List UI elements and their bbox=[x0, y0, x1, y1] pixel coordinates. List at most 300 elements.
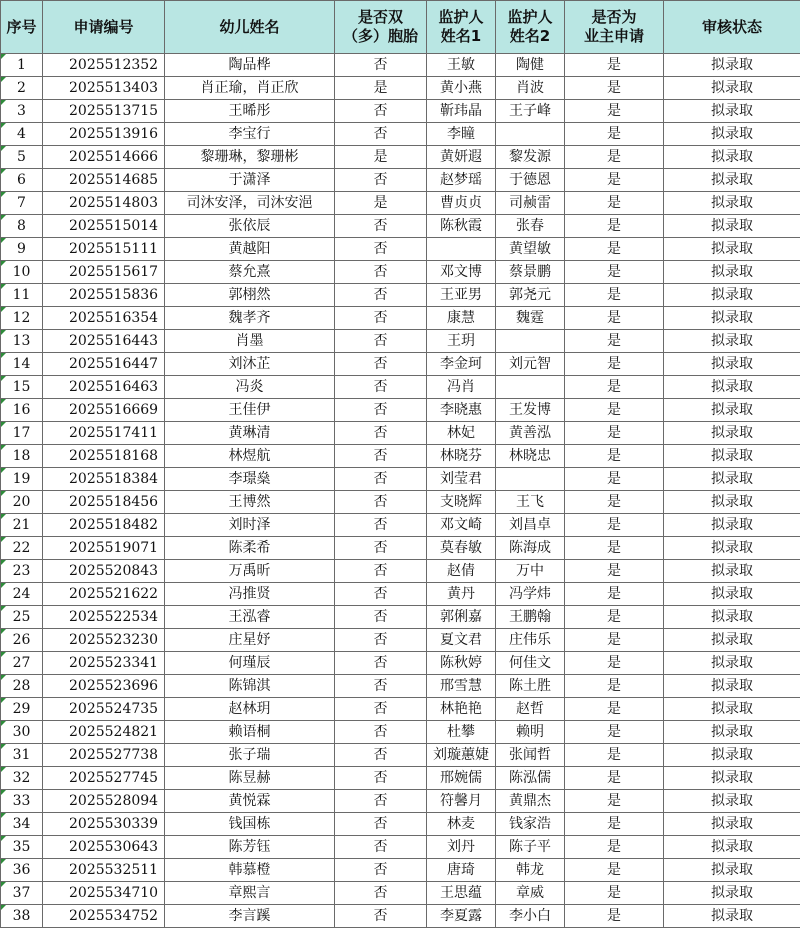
table-row bbox=[1, 790, 800, 813]
cell-owner: 是 bbox=[565, 537, 664, 560]
cell-app-no: 2025515617 bbox=[43, 261, 165, 284]
cell-status: 拟录取 bbox=[664, 675, 800, 698]
cell-child-name: 赵林玥 bbox=[165, 698, 335, 721]
cell-owner: 是 bbox=[565, 192, 664, 215]
cell-index: 32 bbox=[1, 767, 43, 790]
cell-guardian2: 赵哲 bbox=[496, 698, 565, 721]
cell-flag-marker bbox=[1, 790, 6, 795]
cell-status: 拟录取 bbox=[664, 353, 800, 376]
cell-status: 拟录取 bbox=[664, 215, 800, 238]
cell-index: 38 bbox=[1, 905, 43, 928]
cell-guardian1: 黄丹 bbox=[427, 583, 496, 606]
cell-index: 26 bbox=[1, 629, 43, 652]
cell-app-no: 2025523341 bbox=[43, 652, 165, 675]
cell-index: 37 bbox=[1, 882, 43, 905]
cell-status: 拟录取 bbox=[664, 537, 800, 560]
cell-guardian2 bbox=[496, 123, 565, 146]
cell-twins: 否 bbox=[335, 215, 427, 238]
cell-status: 拟录取 bbox=[664, 77, 800, 100]
cell-child-name: 张子瑞 bbox=[165, 744, 335, 767]
cell-flag-marker bbox=[1, 238, 6, 243]
table-row bbox=[1, 721, 800, 744]
cell-twins: 否 bbox=[335, 767, 427, 790]
cell-status: 拟录取 bbox=[664, 399, 800, 422]
cell-child-name: 赖语桐 bbox=[165, 721, 335, 744]
cell-owner: 是 bbox=[565, 905, 664, 928]
cell-child-name: 司沐安泽，司沐安浥 bbox=[165, 192, 335, 215]
cell-owner: 是 bbox=[565, 698, 664, 721]
header-twins bbox=[335, 1, 427, 54]
table-row bbox=[1, 77, 800, 100]
cell-index: 23 bbox=[1, 560, 43, 583]
cell-twins: 否 bbox=[335, 261, 427, 284]
cell-flag-marker bbox=[1, 353, 6, 358]
cell-owner: 是 bbox=[565, 123, 664, 146]
cell-app-no: 2025516463 bbox=[43, 376, 165, 399]
table-row bbox=[1, 215, 800, 238]
cell-twins: 否 bbox=[335, 468, 427, 491]
table-row bbox=[1, 146, 800, 169]
cell-guardian1: 李夏露 bbox=[427, 905, 496, 928]
cell-flag-marker bbox=[1, 629, 6, 634]
cell-status: 拟录取 bbox=[664, 307, 800, 330]
cell-guardian2: 王发博 bbox=[496, 399, 565, 422]
cell-status: 拟录取 bbox=[664, 54, 800, 77]
table-row bbox=[1, 399, 800, 422]
cell-owner: 是 bbox=[565, 583, 664, 606]
cell-status: 拟录取 bbox=[664, 192, 800, 215]
cell-status: 拟录取 bbox=[664, 652, 800, 675]
cell-flag-marker bbox=[1, 560, 6, 565]
cell-guardian2: 庄伟乐 bbox=[496, 629, 565, 652]
cell-flag-marker bbox=[1, 399, 6, 404]
cell-status: 拟录取 bbox=[664, 330, 800, 353]
table-row bbox=[1, 514, 800, 537]
cell-child-name: 钱国栋 bbox=[165, 813, 335, 836]
header-app-no: 申请编号 bbox=[43, 1, 165, 54]
header-status: 审核状态 bbox=[664, 1, 800, 54]
cell-owner: 是 bbox=[565, 376, 664, 399]
cell-twins: 否 bbox=[335, 882, 427, 905]
cell-guardian1: 陈秋霞 bbox=[427, 215, 496, 238]
cell-child-name: 李言蹊 bbox=[165, 905, 335, 928]
cell-child-name: 陈昱赫 bbox=[165, 767, 335, 790]
cell-status: 拟录取 bbox=[664, 583, 800, 606]
cell-flag-marker bbox=[1, 905, 6, 910]
cell-flag-marker bbox=[1, 836, 6, 841]
cell-twins: 否 bbox=[335, 399, 427, 422]
cell-owner: 是 bbox=[565, 491, 664, 514]
cell-index: 11 bbox=[1, 284, 43, 307]
cell-flag-marker bbox=[1, 123, 6, 128]
cell-app-no: 2025520843 bbox=[43, 560, 165, 583]
cell-app-no: 2025534752 bbox=[43, 905, 165, 928]
cell-flag-marker bbox=[1, 813, 6, 818]
table-row bbox=[1, 261, 800, 284]
cell-index: 20 bbox=[1, 491, 43, 514]
cell-app-no: 2025527738 bbox=[43, 744, 165, 767]
cell-flag-marker bbox=[1, 307, 6, 312]
cell-guardian2: 张闻哲 bbox=[496, 744, 565, 767]
cell-index: 28 bbox=[1, 675, 43, 698]
cell-guardian2: 刘昌卓 bbox=[496, 514, 565, 537]
cell-guardian2: 陈土胜 bbox=[496, 675, 565, 698]
cell-guardian1: 杜攀 bbox=[427, 721, 496, 744]
cell-child-name: 万禹昕 bbox=[165, 560, 335, 583]
cell-flag-marker bbox=[1, 859, 6, 864]
cell-flag-marker bbox=[1, 77, 6, 82]
cell-child-name: 陈芳钰 bbox=[165, 836, 335, 859]
table-row bbox=[1, 54, 800, 77]
cell-twins: 否 bbox=[335, 629, 427, 652]
cell-flag-marker bbox=[1, 376, 6, 381]
cell-twins: 否 bbox=[335, 54, 427, 77]
cell-index: 36 bbox=[1, 859, 43, 882]
cell-guardian1: 支晓辉 bbox=[427, 491, 496, 514]
cell-app-no: 2025534710 bbox=[43, 882, 165, 905]
cell-status: 拟录取 bbox=[664, 744, 800, 767]
cell-guardian1: 邓文博 bbox=[427, 261, 496, 284]
cell-owner: 是 bbox=[565, 744, 664, 767]
cell-guardian1: 曹贞贞 bbox=[427, 192, 496, 215]
cell-guardian1: 李瞳 bbox=[427, 123, 496, 146]
cell-index: 22 bbox=[1, 537, 43, 560]
cell-index: 5 bbox=[1, 146, 43, 169]
cell-index: 34 bbox=[1, 813, 43, 836]
cell-flag-marker bbox=[1, 422, 6, 427]
cell-child-name: 章熙言 bbox=[165, 882, 335, 905]
cell-child-name: 肖正瑜，肖正欣 bbox=[165, 77, 335, 100]
table-row bbox=[1, 629, 800, 652]
cell-app-no: 2025524821 bbox=[43, 721, 165, 744]
table-row bbox=[1, 192, 800, 215]
cell-guardian2: 陈子平 bbox=[496, 836, 565, 859]
cell-status: 拟录取 bbox=[664, 813, 800, 836]
cell-owner: 是 bbox=[565, 882, 664, 905]
cell-app-no: 2025515014 bbox=[43, 215, 165, 238]
cell-child-name: 王泓睿 bbox=[165, 606, 335, 629]
table-row bbox=[1, 100, 800, 123]
cell-owner: 是 bbox=[565, 169, 664, 192]
cell-flag-marker bbox=[1, 169, 6, 174]
cell-owner: 是 bbox=[565, 468, 664, 491]
cell-index: 6 bbox=[1, 169, 43, 192]
cell-twins: 否 bbox=[335, 698, 427, 721]
cell-child-name: 李璟燊 bbox=[165, 468, 335, 491]
table-row bbox=[1, 560, 800, 583]
cell-guardian2: 林晓忠 bbox=[496, 445, 565, 468]
cell-flag-marker bbox=[1, 698, 6, 703]
cell-twins: 是 bbox=[335, 77, 427, 100]
cell-index: 9 bbox=[1, 238, 43, 261]
cell-owner: 是 bbox=[565, 560, 664, 583]
cell-status: 拟录取 bbox=[664, 123, 800, 146]
cell-index: 10 bbox=[1, 261, 43, 284]
cell-owner: 是 bbox=[565, 353, 664, 376]
cell-twins: 否 bbox=[335, 813, 427, 836]
cell-owner: 是 bbox=[565, 284, 664, 307]
cell-app-no: 2025527745 bbox=[43, 767, 165, 790]
header-guardian2 bbox=[496, 1, 565, 54]
cell-guardian2: 黄善泓 bbox=[496, 422, 565, 445]
cell-app-no: 2025519071 bbox=[43, 537, 165, 560]
cell-app-no: 2025518168 bbox=[43, 445, 165, 468]
table-row bbox=[1, 169, 800, 192]
cell-owner: 是 bbox=[565, 721, 664, 744]
cell-child-name: 肖墨 bbox=[165, 330, 335, 353]
cell-guardian2: 冯学炜 bbox=[496, 583, 565, 606]
cell-index: 12 bbox=[1, 307, 43, 330]
cell-index: 25 bbox=[1, 606, 43, 629]
cell-owner: 是 bbox=[565, 836, 664, 859]
cell-child-name: 魏孝齐 bbox=[165, 307, 335, 330]
header-owner bbox=[565, 1, 664, 54]
cell-guardian1: 李晓惠 bbox=[427, 399, 496, 422]
header-guardian1-line2: 姓名1 bbox=[427, 27, 495, 46]
cell-guardian1 bbox=[427, 238, 496, 261]
cell-owner: 是 bbox=[565, 215, 664, 238]
cell-status: 拟录取 bbox=[664, 790, 800, 813]
header-guardian2-line2: 姓名2 bbox=[496, 27, 564, 46]
cell-index: 35 bbox=[1, 836, 43, 859]
header-owner-line1: 是否为 bbox=[565, 8, 663, 27]
cell-status: 拟录取 bbox=[664, 146, 800, 169]
cell-index: 1 bbox=[1, 54, 43, 77]
table-row bbox=[1, 468, 800, 491]
cell-owner: 是 bbox=[565, 675, 664, 698]
cell-app-no: 2025513916 bbox=[43, 123, 165, 146]
cell-twins: 否 bbox=[335, 422, 427, 445]
cell-status: 拟录取 bbox=[664, 468, 800, 491]
cell-child-name: 黎珊琳，黎珊彬 bbox=[165, 146, 335, 169]
cell-owner: 是 bbox=[565, 77, 664, 100]
cell-child-name: 黄越阳 bbox=[165, 238, 335, 261]
cell-guardian1: 邓文崎 bbox=[427, 514, 496, 537]
cell-child-name: 冯推贤 bbox=[165, 583, 335, 606]
table-row bbox=[1, 767, 800, 790]
cell-app-no: 2025513715 bbox=[43, 100, 165, 123]
cell-owner: 是 bbox=[565, 859, 664, 882]
header-guardian1-line1: 监护人 bbox=[427, 8, 495, 27]
cell-flag-marker bbox=[1, 330, 6, 335]
cell-flag-marker bbox=[1, 54, 6, 59]
cell-status: 拟录取 bbox=[664, 238, 800, 261]
cell-owner: 是 bbox=[565, 330, 664, 353]
cell-app-no: 2025515111 bbox=[43, 238, 165, 261]
cell-guardian2: 陶健 bbox=[496, 54, 565, 77]
cell-guardian2: 黄望敏 bbox=[496, 238, 565, 261]
cell-flag-marker bbox=[1, 583, 6, 588]
cell-guardian2: 黄鼎杰 bbox=[496, 790, 565, 813]
cell-app-no: 2025516354 bbox=[43, 307, 165, 330]
table-row bbox=[1, 123, 800, 146]
header-twins-line1: 是否双 bbox=[335, 8, 426, 27]
cell-index: 7 bbox=[1, 192, 43, 215]
cell-index: 15 bbox=[1, 376, 43, 399]
cell-child-name: 王晞彤 bbox=[165, 100, 335, 123]
cell-guardian2: 张春 bbox=[496, 215, 565, 238]
table-row bbox=[1, 537, 800, 560]
cell-flag-marker bbox=[1, 882, 6, 887]
cell-status: 拟录取 bbox=[664, 882, 800, 905]
cell-twins: 否 bbox=[335, 100, 427, 123]
cell-twins: 否 bbox=[335, 307, 427, 330]
cell-index: 8 bbox=[1, 215, 43, 238]
cell-guardian2: 黎发源 bbox=[496, 146, 565, 169]
cell-owner: 是 bbox=[565, 767, 664, 790]
cell-guardian1: 刘璇蕙婕 bbox=[427, 744, 496, 767]
cell-app-no: 2025532511 bbox=[43, 859, 165, 882]
cell-guardian2: 王子峰 bbox=[496, 100, 565, 123]
cell-guardian2: 郭尧元 bbox=[496, 284, 565, 307]
cell-guardian2: 赖明 bbox=[496, 721, 565, 744]
cell-guardian2: 陈泓儒 bbox=[496, 767, 565, 790]
cell-app-no: 2025516669 bbox=[43, 399, 165, 422]
header-index: 序号 bbox=[1, 1, 43, 54]
cell-guardian2 bbox=[496, 376, 565, 399]
cell-index: 19 bbox=[1, 468, 43, 491]
cell-twins: 否 bbox=[335, 905, 427, 928]
cell-child-name: 林煜航 bbox=[165, 445, 335, 468]
cell-flag-marker bbox=[1, 721, 6, 726]
cell-guardian2: 何佳文 bbox=[496, 652, 565, 675]
table-row bbox=[1, 353, 800, 376]
cell-app-no: 2025523230 bbox=[43, 629, 165, 652]
cell-flag-marker bbox=[1, 192, 6, 197]
cell-owner: 是 bbox=[565, 399, 664, 422]
cell-app-no: 2025514803 bbox=[43, 192, 165, 215]
cell-flag-marker bbox=[1, 215, 6, 220]
cell-twins: 否 bbox=[335, 583, 427, 606]
cell-guardian2: 钱家浩 bbox=[496, 813, 565, 836]
cell-guardian1: 李金珂 bbox=[427, 353, 496, 376]
cell-twins: 是 bbox=[335, 146, 427, 169]
cell-index: 31 bbox=[1, 744, 43, 767]
cell-status: 拟录取 bbox=[664, 422, 800, 445]
cell-index: 4 bbox=[1, 123, 43, 146]
table-row bbox=[1, 606, 800, 629]
cell-child-name: 刘时泽 bbox=[165, 514, 335, 537]
cell-owner: 是 bbox=[565, 790, 664, 813]
cell-guardian1: 康慧 bbox=[427, 307, 496, 330]
cell-flag-marker bbox=[1, 514, 6, 519]
cell-twins: 否 bbox=[335, 859, 427, 882]
cell-flag-marker bbox=[1, 537, 6, 542]
cell-guardian2 bbox=[496, 330, 565, 353]
cell-flag-marker bbox=[1, 675, 6, 680]
cell-owner: 是 bbox=[565, 514, 664, 537]
table-row bbox=[1, 813, 800, 836]
cell-index: 13 bbox=[1, 330, 43, 353]
cell-status: 拟录取 bbox=[664, 836, 800, 859]
cell-child-name: 黄琳清 bbox=[165, 422, 335, 445]
cell-status: 拟录取 bbox=[664, 284, 800, 307]
cell-child-name: 何瑾辰 bbox=[165, 652, 335, 675]
cell-twins: 否 bbox=[335, 606, 427, 629]
cell-status: 拟录取 bbox=[664, 514, 800, 537]
cell-owner: 是 bbox=[565, 422, 664, 445]
cell-guardian1: 邢雪慧 bbox=[427, 675, 496, 698]
cell-child-name: 蔡允熹 bbox=[165, 261, 335, 284]
cell-guardian2 bbox=[496, 468, 565, 491]
cell-guardian2: 蔡景鹏 bbox=[496, 261, 565, 284]
cell-owner: 是 bbox=[565, 54, 664, 77]
cell-guardian2: 王飞 bbox=[496, 491, 565, 514]
cell-index: 2 bbox=[1, 77, 43, 100]
cell-guardian1: 王敏 bbox=[427, 54, 496, 77]
cell-child-name: 于潇泽 bbox=[165, 169, 335, 192]
cell-twins: 否 bbox=[335, 284, 427, 307]
cell-status: 拟录取 bbox=[664, 767, 800, 790]
header-guardian1 bbox=[427, 1, 496, 54]
cell-status: 拟录取 bbox=[664, 261, 800, 284]
cell-guardian1: 王思蕴 bbox=[427, 882, 496, 905]
cell-child-name: 陶品桦 bbox=[165, 54, 335, 77]
cell-index: 3 bbox=[1, 100, 43, 123]
cell-app-no: 2025528094 bbox=[43, 790, 165, 813]
cell-child-name: 陈柔希 bbox=[165, 537, 335, 560]
cell-index: 33 bbox=[1, 790, 43, 813]
table-row bbox=[1, 652, 800, 675]
cell-child-name: 冯炎 bbox=[165, 376, 335, 399]
table-row bbox=[1, 744, 800, 767]
cell-status: 拟录取 bbox=[664, 905, 800, 928]
table-row bbox=[1, 422, 800, 445]
cell-app-no: 2025521622 bbox=[43, 583, 165, 606]
cell-flag-marker bbox=[1, 744, 6, 749]
cell-index: 17 bbox=[1, 422, 43, 445]
cell-twins: 否 bbox=[335, 238, 427, 261]
cell-app-no: 2025518482 bbox=[43, 514, 165, 537]
cell-twins: 否 bbox=[335, 376, 427, 399]
cell-guardian1: 王亚男 bbox=[427, 284, 496, 307]
cell-twins: 是 bbox=[335, 192, 427, 215]
cell-guardian1: 黄妍遐 bbox=[427, 146, 496, 169]
cell-twins: 否 bbox=[335, 675, 427, 698]
cell-status: 拟录取 bbox=[664, 721, 800, 744]
cell-owner: 是 bbox=[565, 100, 664, 123]
cell-flag-marker bbox=[1, 491, 6, 496]
cell-guardian2: 李小白 bbox=[496, 905, 565, 928]
cell-twins: 否 bbox=[335, 537, 427, 560]
cell-index: 27 bbox=[1, 652, 43, 675]
cell-child-name: 王博然 bbox=[165, 491, 335, 514]
table-row bbox=[1, 698, 800, 721]
cell-app-no: 2025530339 bbox=[43, 813, 165, 836]
cell-child-name: 庄星妤 bbox=[165, 629, 335, 652]
table-row bbox=[1, 445, 800, 468]
cell-app-no: 2025513403 bbox=[43, 77, 165, 100]
table-row bbox=[1, 238, 800, 261]
cell-guardian1: 刘丹 bbox=[427, 836, 496, 859]
cell-app-no: 2025516447 bbox=[43, 353, 165, 376]
cell-status: 拟录取 bbox=[664, 169, 800, 192]
cell-guardian1: 林艳艳 bbox=[427, 698, 496, 721]
table-row bbox=[1, 882, 800, 905]
cell-index: 21 bbox=[1, 514, 43, 537]
cell-twins: 否 bbox=[335, 514, 427, 537]
cell-child-name: 王佳伊 bbox=[165, 399, 335, 422]
header-owner-line2: 业主申请 bbox=[565, 27, 663, 46]
cell-guardian1: 刘莹君 bbox=[427, 468, 496, 491]
table-row bbox=[1, 583, 800, 606]
cell-app-no: 2025518456 bbox=[43, 491, 165, 514]
cell-guardian1: 陈秋婷 bbox=[427, 652, 496, 675]
cell-status: 拟录取 bbox=[664, 100, 800, 123]
table-row bbox=[1, 376, 800, 399]
cell-owner: 是 bbox=[565, 146, 664, 169]
cell-guardian1: 郭俐嘉 bbox=[427, 606, 496, 629]
